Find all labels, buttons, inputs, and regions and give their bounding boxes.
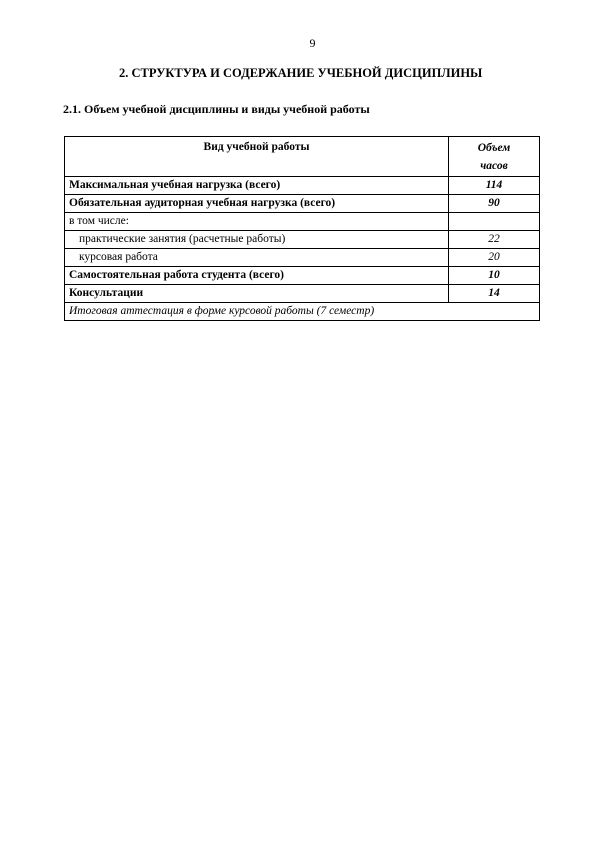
row-label: курсовая работа [65, 249, 449, 267]
row-label: практические занятия (расчетные работы) [65, 231, 449, 249]
table-row [65, 231, 540, 249]
row-label: Консультации [65, 285, 449, 303]
row-hours: 20 [449, 249, 540, 267]
section-title: 2. СТРУКТУРА И СОДЕРЖАНИЕ УЧЕБНОЙ ДИСЦИПЛИНЫ [119, 66, 483, 80]
header-hours [449, 137, 540, 177]
work-volume-table [64, 136, 540, 321]
final-assessment: Итоговая аттестация в форме курсовой работы (7 семестр) [65, 303, 540, 321]
row-label: Обязательная аудиторная учебная нагрузка (всего) [65, 195, 449, 213]
table-row [65, 177, 540, 195]
header-work-type: Вид учебной работы [65, 137, 449, 177]
row-hours [449, 213, 540, 231]
page-number: 9 [309, 36, 316, 50]
row-label: в том числе: [65, 213, 449, 231]
row-hours: 10 [449, 267, 540, 285]
header-hours-line1: Объем [477, 142, 511, 154]
row-hours: 114 [449, 177, 540, 195]
table-row [65, 213, 540, 231]
row-hours: 22 [449, 231, 540, 249]
table-row [65, 267, 540, 285]
row-hours: 14 [449, 285, 540, 303]
row-label: Самостоятельная работа студента (всего) [65, 267, 449, 285]
row-hours: 90 [449, 195, 540, 213]
table-row [65, 195, 540, 213]
table-final-row [65, 303, 540, 321]
header-hours-line2: часов [480, 160, 508, 172]
row-label: Максимальная учебная нагрузка (всего) [65, 177, 449, 195]
table-header-row [65, 137, 540, 177]
table-row [65, 285, 540, 303]
table-row [65, 249, 540, 267]
subsection-title: 2.1. Объем учебной дисциплины и виды учебной работы [63, 102, 370, 116]
